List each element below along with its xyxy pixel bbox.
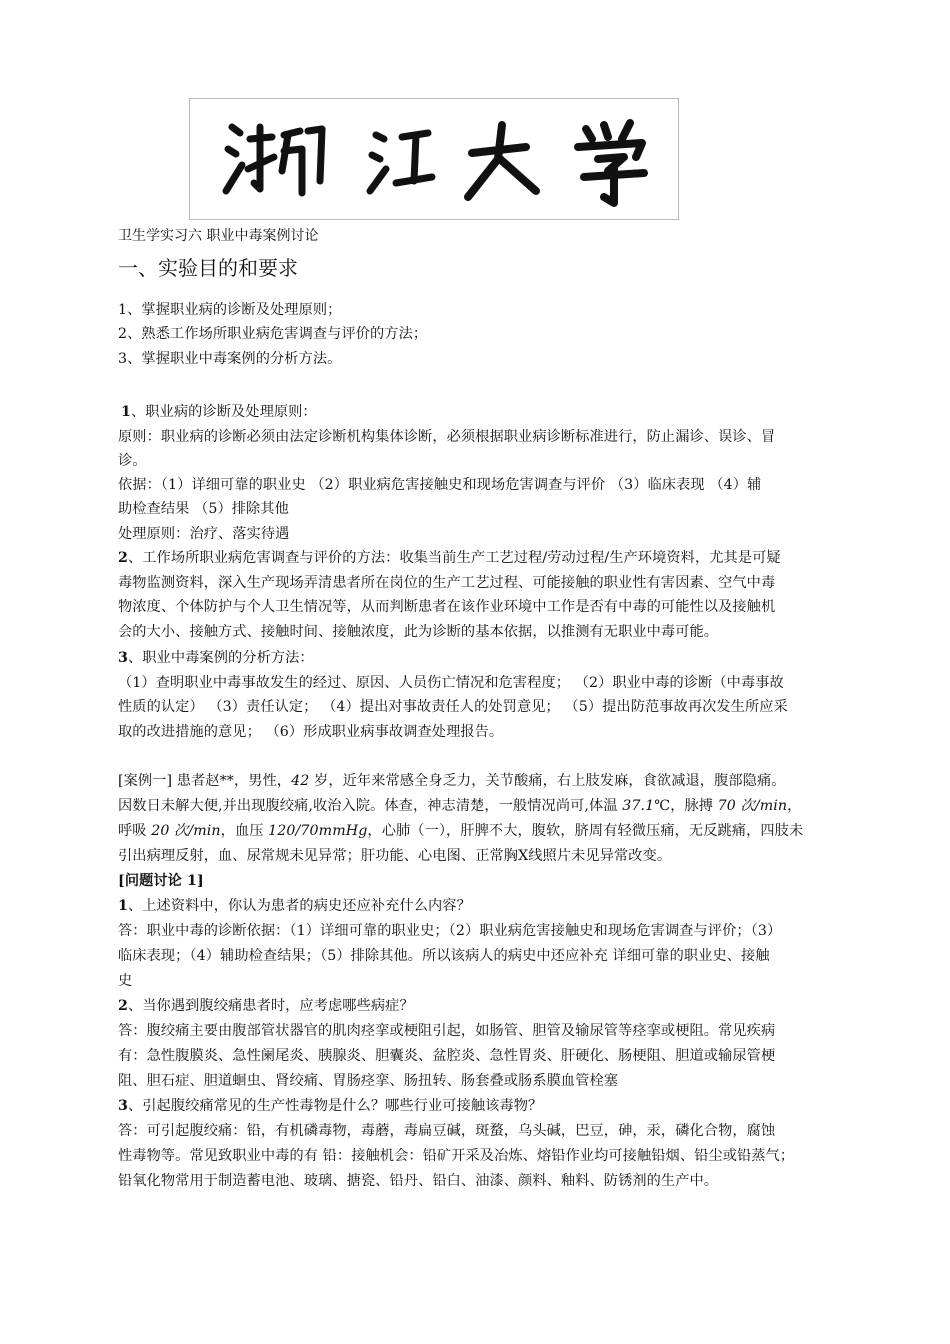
case-line [118,797,801,815]
paragraph-line: 物浓度、个体防护与个人卫生情况等，从而判断患者在该作业环境中工作是否有中毒的可能性以及接触机 [118,599,776,615]
question [118,897,471,915]
principles-heading [121,403,317,421]
case-text: 引出病理反射，血、尿常规未见异常；肝功能、心电图、正常胸 [118,848,519,864]
paragraph-line: 依据：（1）详细可靠的职业史 （2）职业病危害接触史和现场危害调查与评价 （3）临床表现 （4）辅 [118,477,762,493]
case-text: X [518,848,529,864]
case-text: ，血压 [220,823,269,839]
answer-line: 铅氧化物常用于制造蓄电池、玻璃、搪瓷、铅丹、铅白、油漆、颜料、釉料、防锈剂的生产中。 [118,1173,719,1189]
case-text: ， [787,798,802,814]
line-text: 、工作场所职业病危害调查与评价的方法：收集当前生产工艺过程/劳动过程/生产环境资料，尤其是可疑 [127,550,781,566]
case-line [118,847,671,865]
pulse-value: 70 次/min [717,798,788,814]
case-text: 线照片未见异常改变。 [528,848,672,864]
paragraph-line: 毒物监测资料，深入生产现场弄清患者所在岗位的生产工艺过程、可能接触的职业性有害因素、空气中毒 [118,575,776,591]
question [118,1097,542,1115]
question-text: 、当你遇到腹绞痛患者时，应考虑哪些病症？ [127,998,414,1014]
question [118,997,414,1015]
answer-line: 性毒物等。常见致职业中毒的有 铅：接触机会：铅矿开采及冶炼、熔铅作业均可接触铅烟、铅尘或铅蒸气； [118,1148,795,1164]
question-number: 2 [118,998,128,1014]
heading-number: 1 [121,404,131,420]
university-logo [189,98,679,220]
case-text: 岁，近年来常感全身乏力，关节酸痛，右上肢发麻，食欲减退，腹部隐痛。 [309,773,786,789]
answer-line: 史 [118,973,133,989]
answer-line: 答：可引起腹绞痛：铅，有机磷毒物，毒蘑，毒扁豆碱，斑蝥，乌头碱，巴豆，砷，汞，磷化合物，腐蚀 [118,1123,776,1139]
case-text: ℃，脉搏 [654,798,718,814]
question-text: 、上述资料中，你认为患者的病史还应补充什么内容？ [127,898,471,914]
item-number: 2 [118,550,128,566]
case-line [118,772,786,790]
case-text: [案例一] 患者赵**，男性， [118,773,292,789]
calligraphy-logo-image [190,99,678,219]
paragraph-line: 助检查结果 （5）排除其他 [118,501,289,517]
goal-item: 1、掌握职业病的诊断及处理原则； [118,302,342,318]
respiration-value: 20 次/min [151,823,221,839]
temperature-value: 37.1 [622,798,655,814]
answer-line: 有：急性腹膜炎、急性阑尾炎、胰腺炎、胆囊炎、盆腔炎、急性胃炎、肝硬化、肠梗阻、胆道或输尿管梗 [118,1048,776,1064]
heading-text: 、职业病的诊断及处理原则： [130,404,317,420]
discussion-heading: [问题讨论 1] [118,873,204,889]
analysis-heading [118,649,314,667]
item-number: 3 [118,650,128,666]
paragraph-line: 取的改进措施的意见； （6）形成职业病事故调查处理报告。 [118,724,504,740]
question-text: 、引起腹绞痛常见的生产性毒物是什么？哪些行业可接触该毒物？ [127,1098,543,1114]
case-text: 呼吸 [118,823,152,839]
document-subtitle: 卫生学实习六 职业中毒案例讨论 [118,228,319,244]
patient-age: 42 [291,773,310,789]
answer-line: 答：职业中毒的诊断依据：（1）详细可靠的职业史；（2）职业病危害接触史和现场危害调查与评价；（3） [118,923,782,939]
paragraph-line: 诊。 [118,453,147,469]
answer-line: 答：腹绞痛主要由腹部管状器官的肌肉痉挛或梗阻引起，如肠管、胆管及输尿管等痉挛或梗阻。常见疾病 [118,1023,776,1039]
answer-line: 临床表现；（4）辅助检查结果；（5）排除其他。所以该病人的病史中还应补充 详细可靠的职业史、接触 [118,948,770,964]
case-text: 因数日未解大便,并出现腹绞痛,收治入院。体查，神志清楚，一般情况尚可,体温 [118,798,623,814]
goal-item: 2、熟悉工作场所职业病危害调查与评价的方法； [118,326,428,342]
heading-text: 、职业中毒案例的分析方法： [127,650,314,666]
section-heading: 一、实验目的和要求 [118,256,298,280]
paragraph-line: 处理原则：治疗、落实待遇 [118,526,290,542]
answer-line: 阻、胆石症、胆道蛔虫、肾绞痛、胃肠痉挛、肠扭转、肠套叠或肠系膜血管栓塞 [118,1073,619,1089]
case-line [118,822,803,840]
paragraph-line: （1）查明职业中毒事故发生的经过、原因、人员伤亡情况和危害程度； （2）职业中毒的诊断（中毒事故 [118,675,784,691]
method-line [118,549,781,567]
case-text: ，心肺（一），肝脾不大，腹软，脐周有轻微压痛，无反跳痛，四肢未 [367,823,804,839]
question-number: 3 [118,1098,128,1114]
blood-pressure-value: 120/70mmHg [268,823,368,839]
paragraph-line: 会的大小、接触方式、接触时间、接触浓度，此为诊断的基本依据，以推测有无职业中毒可能。 [118,624,719,640]
paragraph-line: 原则：职业病的诊断必须由法定诊断机构集体诊断，必须根据职业病诊断标准进行，防止漏诊、误诊、冒 [118,429,776,445]
paragraph-line: 性质的认定） （3）责任认定； （4）提出对事故责任人的处罚意见； （5）提出防范事故再次发生所应采 [118,699,788,715]
goal-item: 3、掌握职业中毒案例的分析方法。 [118,351,342,367]
question-number: 1 [118,898,128,914]
